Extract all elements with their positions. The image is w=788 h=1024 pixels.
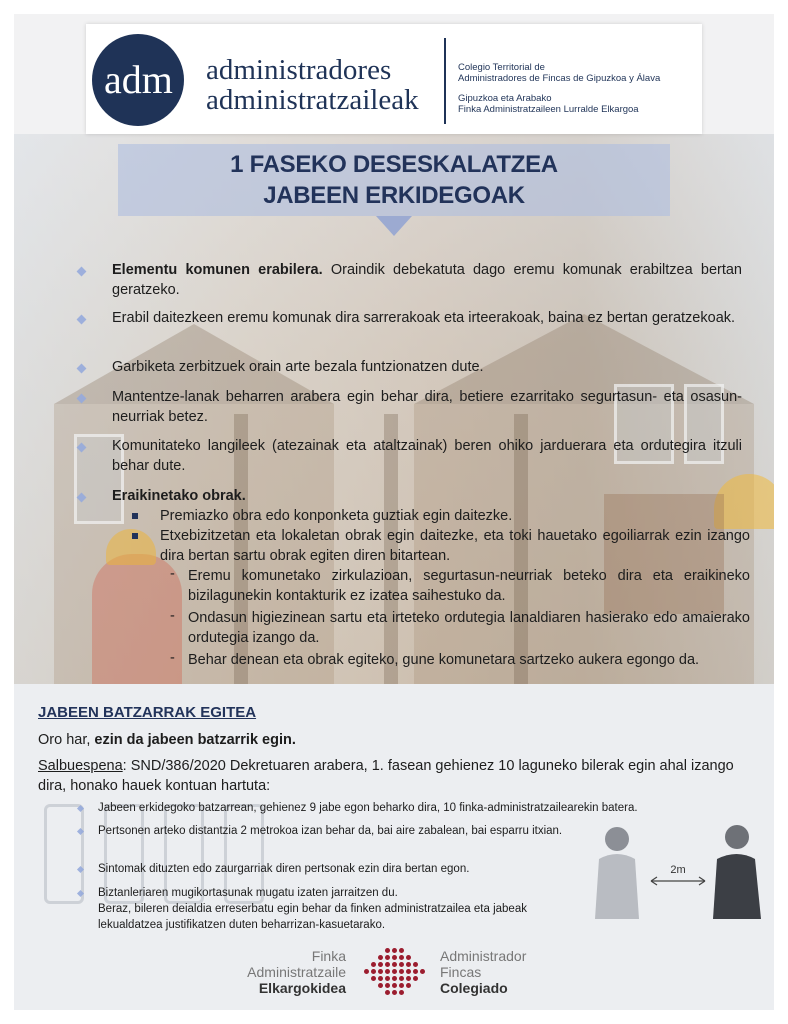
org-es-line2: Administradores de Fincas de Gipuzkoa y Álava bbox=[458, 73, 661, 84]
social-distance-illustration bbox=[589, 819, 769, 929]
dash-list-item: Eremu komunetako zirkulazioan, segurtasun-neurriak beteko dira eta eraikineko bizilagunekin kontakturik ez izatea saihestuko da. bbox=[188, 568, 750, 604]
sub-list-item: Premiazko obra edo konponketa guztiak egin daitezke. bbox=[160, 508, 513, 524]
logo-dot bbox=[392, 969, 397, 974]
logo-dot bbox=[385, 948, 390, 953]
person-head bbox=[725, 825, 749, 849]
logo-dot bbox=[378, 983, 383, 988]
exception-text: : SND/386/2020 Dekretuaren arabera, 1. fasean gehienez 10 laguneko bilerak egin ahal izango dira, honako hauek kontuan hartuta: bbox=[38, 758, 734, 794]
logo-mark: adm bbox=[104, 57, 173, 102]
meeting-point: Pertsonen arteko distantzia 2 metrokoa izan behar da, bai aire zabalean, bai esparru itxian. bbox=[98, 825, 563, 837]
dash-marker: - bbox=[170, 650, 175, 666]
list-item: Garbiketa zerbitzuek orain arte bezala funtzionatzen dute. bbox=[112, 359, 484, 375]
footer-logo-left bbox=[236, 948, 346, 996]
bullet-square-icon bbox=[132, 513, 138, 519]
dash-list-item: Behar denean eta obrak egiteko, gune komunetara sartzeko aukera egongo da. bbox=[188, 652, 700, 668]
meetings-intro bbox=[38, 730, 296, 750]
logo-word-es: administradores bbox=[206, 54, 392, 86]
page-title-line1: 1 FASEKO DESESKALATZEA bbox=[230, 151, 558, 178]
item-text: Oraindik debekatuta dago eremu komunak erabiltzea bertan geratzeko. bbox=[112, 262, 742, 298]
logo-dot bbox=[399, 969, 404, 974]
intro-bold-text: ezin da jabeen batzarrik egin. bbox=[94, 732, 296, 748]
logo-dot bbox=[413, 962, 418, 967]
list-item bbox=[112, 486, 742, 506]
footer-right-line1: Administrador bbox=[440, 948, 527, 964]
logo-dot bbox=[378, 955, 383, 960]
logo-dot bbox=[378, 962, 383, 967]
org-eu-line1: Gipuzkoa eta Arabako bbox=[458, 93, 552, 104]
logo-dot bbox=[385, 969, 390, 974]
logo-dot bbox=[392, 983, 397, 988]
meeting-point: Beraz, bileren deialdia erreserbatu egin behar da finken administratzailea eta jabeak lekualdatzea justifikatzen duten beharrizan-kasuetarako. bbox=[98, 903, 527, 931]
logo-dot bbox=[406, 955, 411, 960]
logo-dot bbox=[392, 962, 397, 967]
list-item: Komunitateko langileek (atezainak eta ataltzainak) beren ohiko jarduerara eta ordutegira itzuli behar dute. bbox=[112, 438, 742, 474]
logo-dot bbox=[406, 962, 411, 967]
logo-dot bbox=[392, 948, 397, 953]
exception-label: Salbuespena bbox=[38, 758, 123, 774]
logo-dot bbox=[406, 976, 411, 981]
logo-dot bbox=[385, 976, 390, 981]
footer-logo-right bbox=[440, 948, 570, 996]
logo-dot bbox=[385, 983, 390, 988]
logo-dot bbox=[399, 962, 404, 967]
person-body bbox=[713, 854, 761, 919]
intro-text: Oro har, bbox=[38, 732, 95, 748]
logo-dot bbox=[385, 990, 390, 995]
logo-dot bbox=[406, 983, 411, 988]
item-bold-text: Eraikinetako obrak. bbox=[112, 488, 246, 504]
dash-list-item: Ondasun higiezinean sartu eta irteteko ordutegia lanaldiaren hasierako edo amaierako ordutegia izango da. bbox=[188, 610, 750, 646]
footer-left-line2: Administratzaile bbox=[247, 964, 346, 980]
footer-left-line3: Elkargokidea bbox=[258, 980, 346, 996]
down-arrow-icon bbox=[376, 216, 412, 236]
flyer-page bbox=[14, 14, 774, 1010]
logo-dot bbox=[413, 969, 418, 974]
logo-dot bbox=[364, 969, 369, 974]
logo-dot bbox=[378, 969, 383, 974]
logo-divider bbox=[444, 38, 446, 124]
chair-icon bbox=[44, 804, 84, 904]
footer-dot-logo-icon bbox=[360, 946, 430, 998]
logo-dot bbox=[392, 990, 397, 995]
footer-right-line3: Colegiado bbox=[440, 980, 508, 996]
sub-list-item: Etxebizitzetan eta lokaletan obrak egin daitezke, eta toki hauetako egoiliarrak ezin izango dira bertan sartu obrak egiten diren bitartean. bbox=[160, 528, 750, 564]
logo-dot bbox=[392, 976, 397, 981]
dash-marker: - bbox=[170, 566, 175, 582]
logo-dot bbox=[371, 969, 376, 974]
logo-dot bbox=[420, 969, 425, 974]
org-es-line1: Colegio Territorial de bbox=[458, 62, 545, 73]
meeting-point: Jabeen erkidegoko batzarrean, gehienez 9 jabe egon beharko dira, 10 finka-administratzailearekin batera. bbox=[98, 802, 638, 814]
exception-paragraph bbox=[38, 756, 758, 796]
logo-dot bbox=[378, 976, 383, 981]
footer-right-line2: Fincas bbox=[440, 964, 482, 980]
logo-dot bbox=[399, 955, 404, 960]
meeting-point: Biztanleriaren mugikortasunak mugatu izaten jarraitzen du. bbox=[98, 887, 398, 899]
bullet-square-icon bbox=[132, 533, 138, 539]
person-head bbox=[605, 827, 629, 851]
logo-dot bbox=[399, 983, 404, 988]
logo-dot bbox=[385, 962, 390, 967]
person-body bbox=[595, 854, 639, 919]
dash-marker: - bbox=[170, 608, 175, 624]
logo-dot bbox=[399, 948, 404, 953]
logo-word-eu: administratzaileak bbox=[206, 84, 419, 116]
logo-dot bbox=[385, 955, 390, 960]
meeting-point: Sintomak dituzten edo zaurgarriak diren pertsonak ezin dira bertan egon. bbox=[98, 863, 470, 875]
org-eu-line2: Finka Administratzaileen Lurralde Elkargoa bbox=[458, 104, 639, 115]
list-item: Erabil daitezkeen eremu komunak dira sarrerakoak eta irteerakoak, baina ez bertan geratzekoak. bbox=[112, 310, 736, 326]
logo-dot bbox=[371, 976, 376, 981]
logo-dot bbox=[392, 955, 397, 960]
footer-left-line1: Finka bbox=[311, 948, 346, 964]
logo-dot bbox=[413, 976, 418, 981]
distance-label: 2m bbox=[670, 864, 686, 876]
section-heading: JABEEN BATZARRAK EGITEA bbox=[38, 704, 257, 721]
list-item bbox=[112, 260, 742, 300]
logo-dot bbox=[371, 962, 376, 967]
header-logo bbox=[86, 24, 702, 134]
page-title-line2: JABEEN ERKIDEGOAK bbox=[263, 182, 525, 209]
list-item: Mantentze-lanak beharren arabera egin behar dira, betiere ezarritako segurtasun- eta osasun-neurriak betez. bbox=[112, 389, 742, 425]
logo-dot bbox=[399, 990, 404, 995]
logo-dot bbox=[399, 976, 404, 981]
worker-figure bbox=[92, 554, 182, 704]
logo-dot bbox=[406, 969, 411, 974]
item-bold-text: Elementu komunen erabilera. bbox=[112, 262, 323, 278]
